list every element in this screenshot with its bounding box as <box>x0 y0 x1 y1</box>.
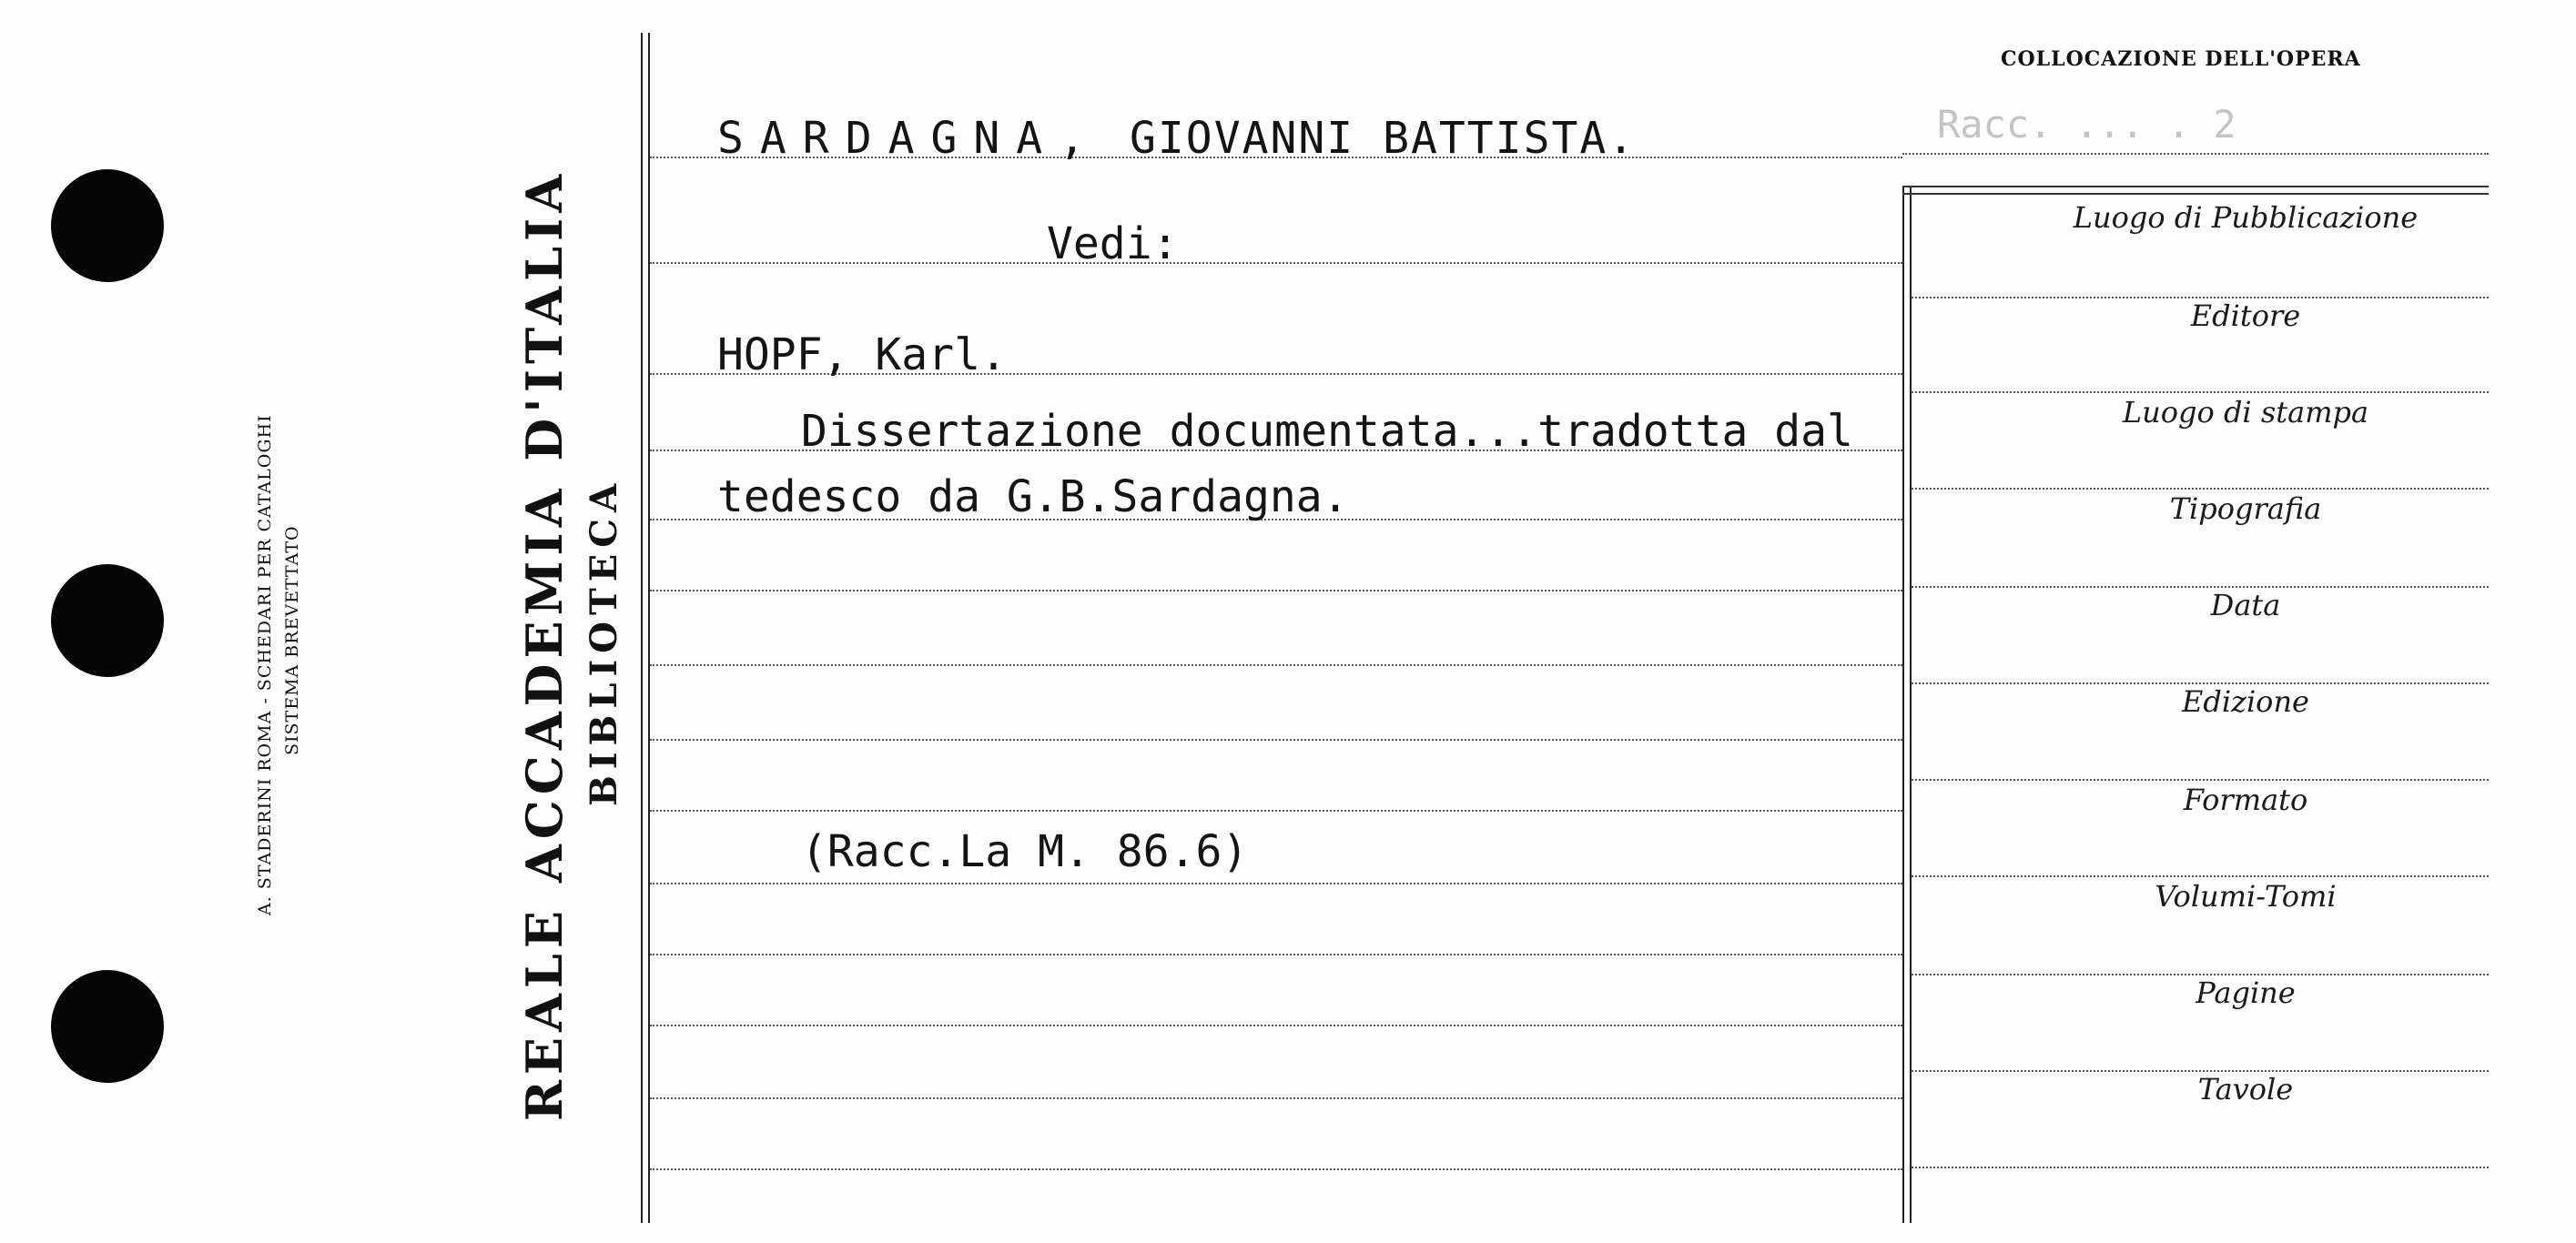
punch-hole-middle <box>51 564 164 677</box>
field-line <box>1912 779 2489 781</box>
collocation-header: COLLOCAZIONE DELL'OPERA <box>2001 47 2361 71</box>
ruled-line <box>650 954 1902 955</box>
punch-hole-top <box>51 169 164 282</box>
ruled-line <box>650 1025 1902 1026</box>
author-name: HOPF, Karl. <box>717 329 1007 380</box>
field-line <box>1912 1167 2489 1168</box>
heading-surname: SARDAGNA, <box>717 113 1102 164</box>
see-reference: Vedi: <box>1047 218 1179 269</box>
patent-notice: SISTEMA BREVETTATO <box>282 525 302 755</box>
ruled-line <box>650 664 1902 666</box>
field-publisher: Editore <box>2190 298 2301 333</box>
heading-name <box>717 113 1636 164</box>
fields-rule-inner <box>1910 187 1912 1223</box>
field-plates: Tavole <box>2197 1072 2294 1107</box>
ruled-line <box>650 262 1902 264</box>
left-rule-inner <box>648 33 650 1223</box>
ruled-line <box>650 590 1902 591</box>
field-printer: Tipografia <box>2169 491 2322 526</box>
field-line <box>1912 875 2489 877</box>
institution-name: REALE ACCADEMIA D'ITALIA <box>515 168 573 1121</box>
ruled-line <box>650 883 1902 884</box>
field-line <box>1912 391 2489 393</box>
heading-given-names: GIOVANNI BATTISTA. <box>1130 113 1637 164</box>
shelfmark: (Racc.La M. 86.6) <box>801 826 1249 877</box>
fields-rule <box>1902 187 1904 1223</box>
field-pages: Pagine <box>2196 975 2296 1010</box>
left-rule <box>641 33 643 1223</box>
ruled-line <box>650 1097 1902 1099</box>
field-printing-place: Luogo di stampa <box>2122 395 2369 429</box>
ruled-line <box>650 739 1902 741</box>
ruled-line <box>650 810 1902 812</box>
field-format: Formato <box>2183 783 2308 817</box>
punch-hole-bottom <box>51 970 164 1083</box>
field-line <box>1912 488 2489 490</box>
field-date: Data <box>2210 588 2281 622</box>
printer-imprint: A. STADERINI ROMA - SCHEDARI PER CATALOGHI <box>255 414 275 915</box>
field-publication-place: Luogo di Pubblicazione <box>2073 200 2419 235</box>
fields-top-rule <box>1902 186 2489 187</box>
collocation-value: Racc. ... . 2 <box>1937 102 2236 147</box>
title-line-1: Dissertazione documentata...tradotta dal <box>801 406 1853 457</box>
library-name: BIBLIOTECA <box>583 477 625 806</box>
collocation-line <box>1902 153 2489 155</box>
fields-top-rule-inner <box>1902 193 2489 195</box>
title-line-2: tedesco da G.B.Sardagna. <box>717 471 1349 522</box>
field-volumes: Volumi-Tomi <box>2155 879 2337 914</box>
field-edition: Edizione <box>2182 684 2309 719</box>
ruled-line <box>650 1168 1902 1170</box>
